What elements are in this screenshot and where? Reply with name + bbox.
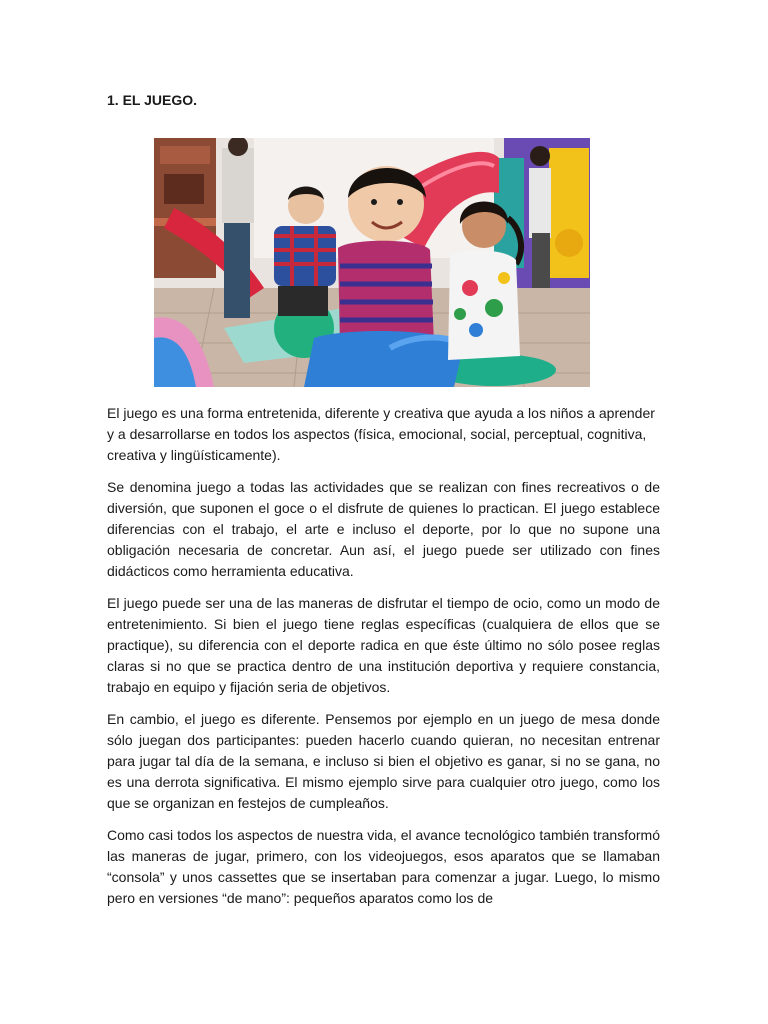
paragraph-4: En cambio, el juego es diferente. Pensemos por ejemplo en un juego de mesa donde sólo juegan dos participantes: pueden hacerlo cuando quieran, no necesitan entrenar para jugar tal día de la semana, e incluso si bien el objetivo es ganar, si no se gana, no es una derrota significativa. El mismo ejemplo sirve para cualquier otro juego, como los que se organizan en festejos de cumpleaños. — [107, 711, 660, 811]
paragraph-2: Se denomina juego a todas las actividades que se realizan con fines recreativos o de diversión, que suponen el goce o el disfrute de quienes lo practican. El juego establece diferencias con el trabajo, el arte e incluso el deporte, por lo que no supone una obligación necesaria de concretar. Aun así, el juego puede ser utilizado con fines didácticos como herramienta educativa. — [107, 479, 660, 579]
paragraph-3: El juego puede ser una de las maneras de disfrutar el tiempo de ocio, como un modo de entretenimiento. Si bien el juego tiene reglas específicas (cualquiera de ellos que se practique), su diferencia con el deporte radica en que éste último no sólo posee reglas claras si no que se practica dentro de una institución deportiva y requiere constancia, trabajo en equipo y fijación seria de objetivos. — [107, 595, 660, 695]
children-playground-photo — [154, 138, 590, 387]
paragraph-5: Como casi todos los aspectos de nuestra vida, el avance tecnológico también transformó las maneras de jugar, primero, con los videojuegos, esos aparatos que se llamaban “consola” y unos cassettes que se insertaban para comenzar a jugar. Luego, lo mismo pero en versiones “de mano”: pequeños aparatos como los de — [107, 827, 660, 906]
section-heading: 1. EL JUEGO. — [107, 92, 197, 108]
paragraph-1: El juego es una forma entretenida, diferente y creativa que ayuda a los niños a aprender y a desarrollarse en todos los aspectos (física, emocional, social, perceptual, cognitiva, creativa y lingüísticamente). — [107, 405, 655, 463]
body-text — [107, 403, 660, 921]
